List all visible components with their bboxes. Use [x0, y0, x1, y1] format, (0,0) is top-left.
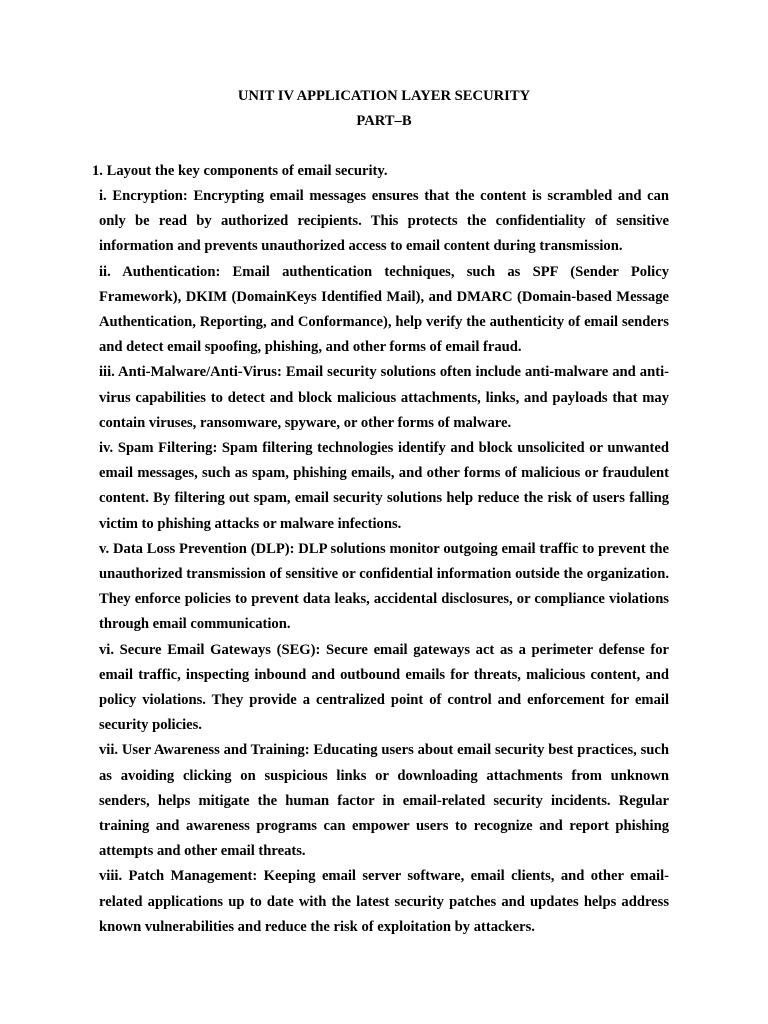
unit-title: UNIT IV APPLICATION LAYER SECURITY [237, 88, 531, 104]
point-spam-filtering: iv. Spam Filtering: Spam filtering technologies identify and block unsolicited or unwanted email messages, such as spam, phishing emails, and other forms of malicious or fraudulent content. By filtering out spam, email security solutions help reduce the risk of users falling victim to phishing attacks or malware infections. [99, 440, 669, 532]
point-patch-management: viii. Patch Management: Keeping email server software, email clients, and other email-related applications up to date with the latest security patches and updates helps address known vulnerabilities and reduce the risk of exploitation by attackers. [99, 868, 669, 935]
question-heading: 1. Layout the key components of email security. [92, 163, 388, 179]
point-user-awareness-training: vii. User Awareness and Training: Educating users about email security best practices, such as avoiding clicking on suspicious links or downloading attachments from unknown senders, helps mitigate the human factor in email-related security incidents. Regular training and awareness programs can empower users to recognize and report phishing attempts and other email threats. [99, 742, 669, 860]
point-secure-email-gateways: vi. Secure Email Gateways (SEG): Secure email gateways act as a perimeter defense for email traffic, inspecting inbound and outbound emails for threats, malicious content, and policy violations. They provide a centralized point of control and enforcement for email security policies. [99, 641, 669, 734]
answer-point-list [99, 184, 669, 940]
point-authentication: ii. Authentication: Email authentication techniques, such as SPF (Sender Policy Framework), DKIM (DomainKeys Identified Mail), and DMARC (Domain-based Message Authentication, Reporting, and Conformance), help verify the authenticity of email senders and detect email spoofing, phishing, and other forms of email fraud. [99, 263, 669, 356]
point-data-loss-prevention: v. Data Loss Prevention (DLP): DLP solutions monitor outgoing email traffic to prevent the unauthorized transmission of sensitive or confidential information outside the organization. They enforce policies to prevent data leaks, accidental disclosures, or compliance violations through email communication. [99, 540, 669, 633]
point-encryption: i. Encryption: Encrypting email messages ensures that the content is scrambled and can only be read by authorized recipients. This protects the confidentiality of sensitive information and prevents unauthorized access to email content during transmission. [99, 188, 669, 255]
part-title: PART–B [356, 113, 412, 129]
point-anti-malware: iii. Anti-Malware/Anti-Virus: Email security solutions often include anti-malware and anti-virus capabilities to detect and block malicious attachments, links, and payloads that may contain viruses, ransomware, spyware, or other forms of malware. [99, 364, 669, 431]
